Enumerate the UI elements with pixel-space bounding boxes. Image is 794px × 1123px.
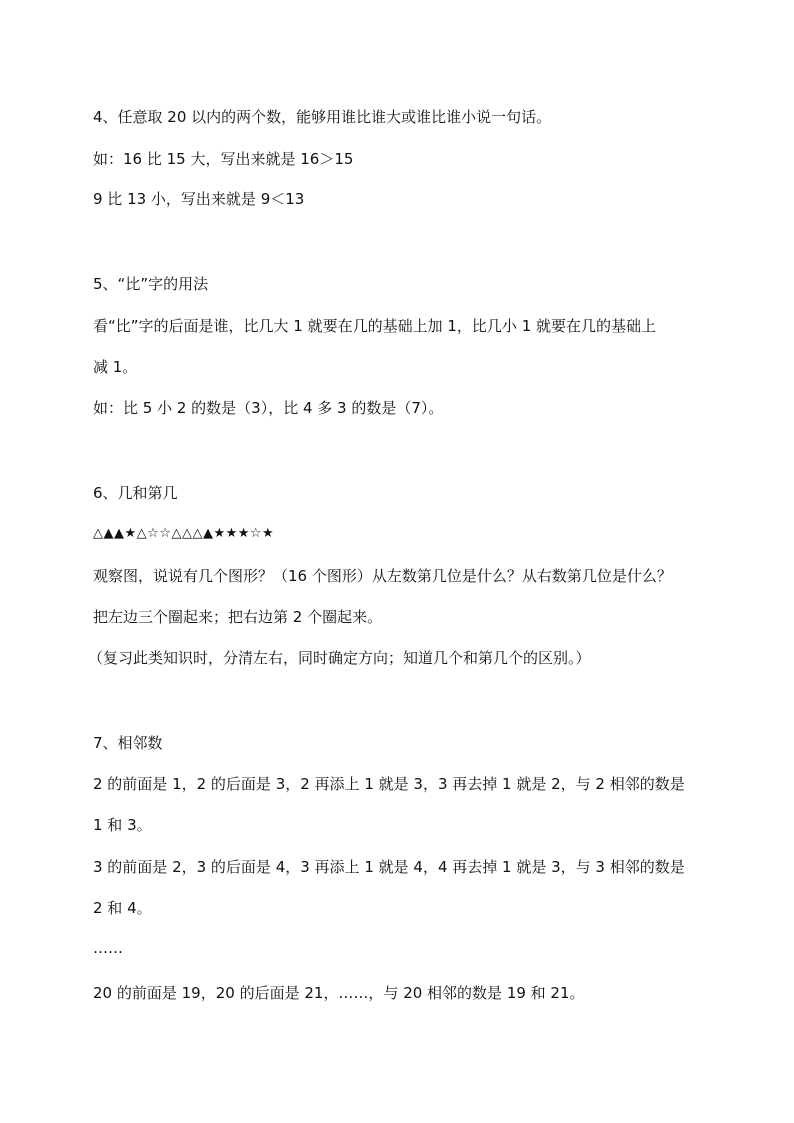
section-7-line-1: 2 的前面是 1，2 的后面是 3，2 再添上 1 就是 3，3 再去掉 1 就是 2，与 2 相邻的数是: [93, 775, 685, 793]
section-6-note: （复习此类知识时，分清左右，同时确定方向；知道几个和第几个的区别。）: [88, 649, 591, 667]
section-7-heading: 7、相邻数: [93, 734, 163, 752]
section-7-line-2: 1 和 3。: [93, 816, 152, 834]
section-7-line-3: 3 的前面是 2，3 的后面是 4，3 再添上 1 就是 4，4 再去掉 1 就是 3，与 3 相邻的数是: [93, 858, 685, 876]
section-5-heading: 5、“比”字的用法: [93, 275, 209, 293]
section-4-example-2: 9 比 13 小，写出来就是 9＜13: [93, 190, 305, 208]
section-7-line-6: 20 的前面是 19，20 的后面是 21，……，与 20 相邻的数是 19 和 21。: [93, 984, 585, 1002]
section-5-example: 如：比 5 小 2 的数是（3），比 4 多 3 的数是（7）。: [93, 399, 444, 417]
section-6-heading: 6、几和第几: [93, 484, 178, 502]
section-7-line-4: 2 和 4。: [93, 899, 152, 917]
section-6-question: 观察图，说说有几个图形？（16 个图形）从左数第几位是什么？从右数第几位是什么？: [93, 567, 672, 585]
section-6-task: 把左边三个圈起来；把右边第 2 个圈起来。: [93, 608, 383, 626]
section-4-heading: 4、任意取 20 以内的两个数，能够用谁比谁大或谁比谁小说一句话。: [93, 108, 552, 126]
section-5-body-line-2: 减 1。: [93, 358, 138, 376]
section-4-example-1: 如：16 比 15 大，写出来就是 16＞15: [93, 150, 354, 168]
section-7-ellipsis: ……: [93, 939, 123, 957]
section-5-body-line-1: 看“比”字的后面是谁，比几大 1 就要在几的基础上加 1，比几小 1 就要在几的基础上: [93, 317, 657, 335]
shape-sequence: △▲▲★△☆☆△△△▲★★★☆★: [93, 526, 275, 541]
